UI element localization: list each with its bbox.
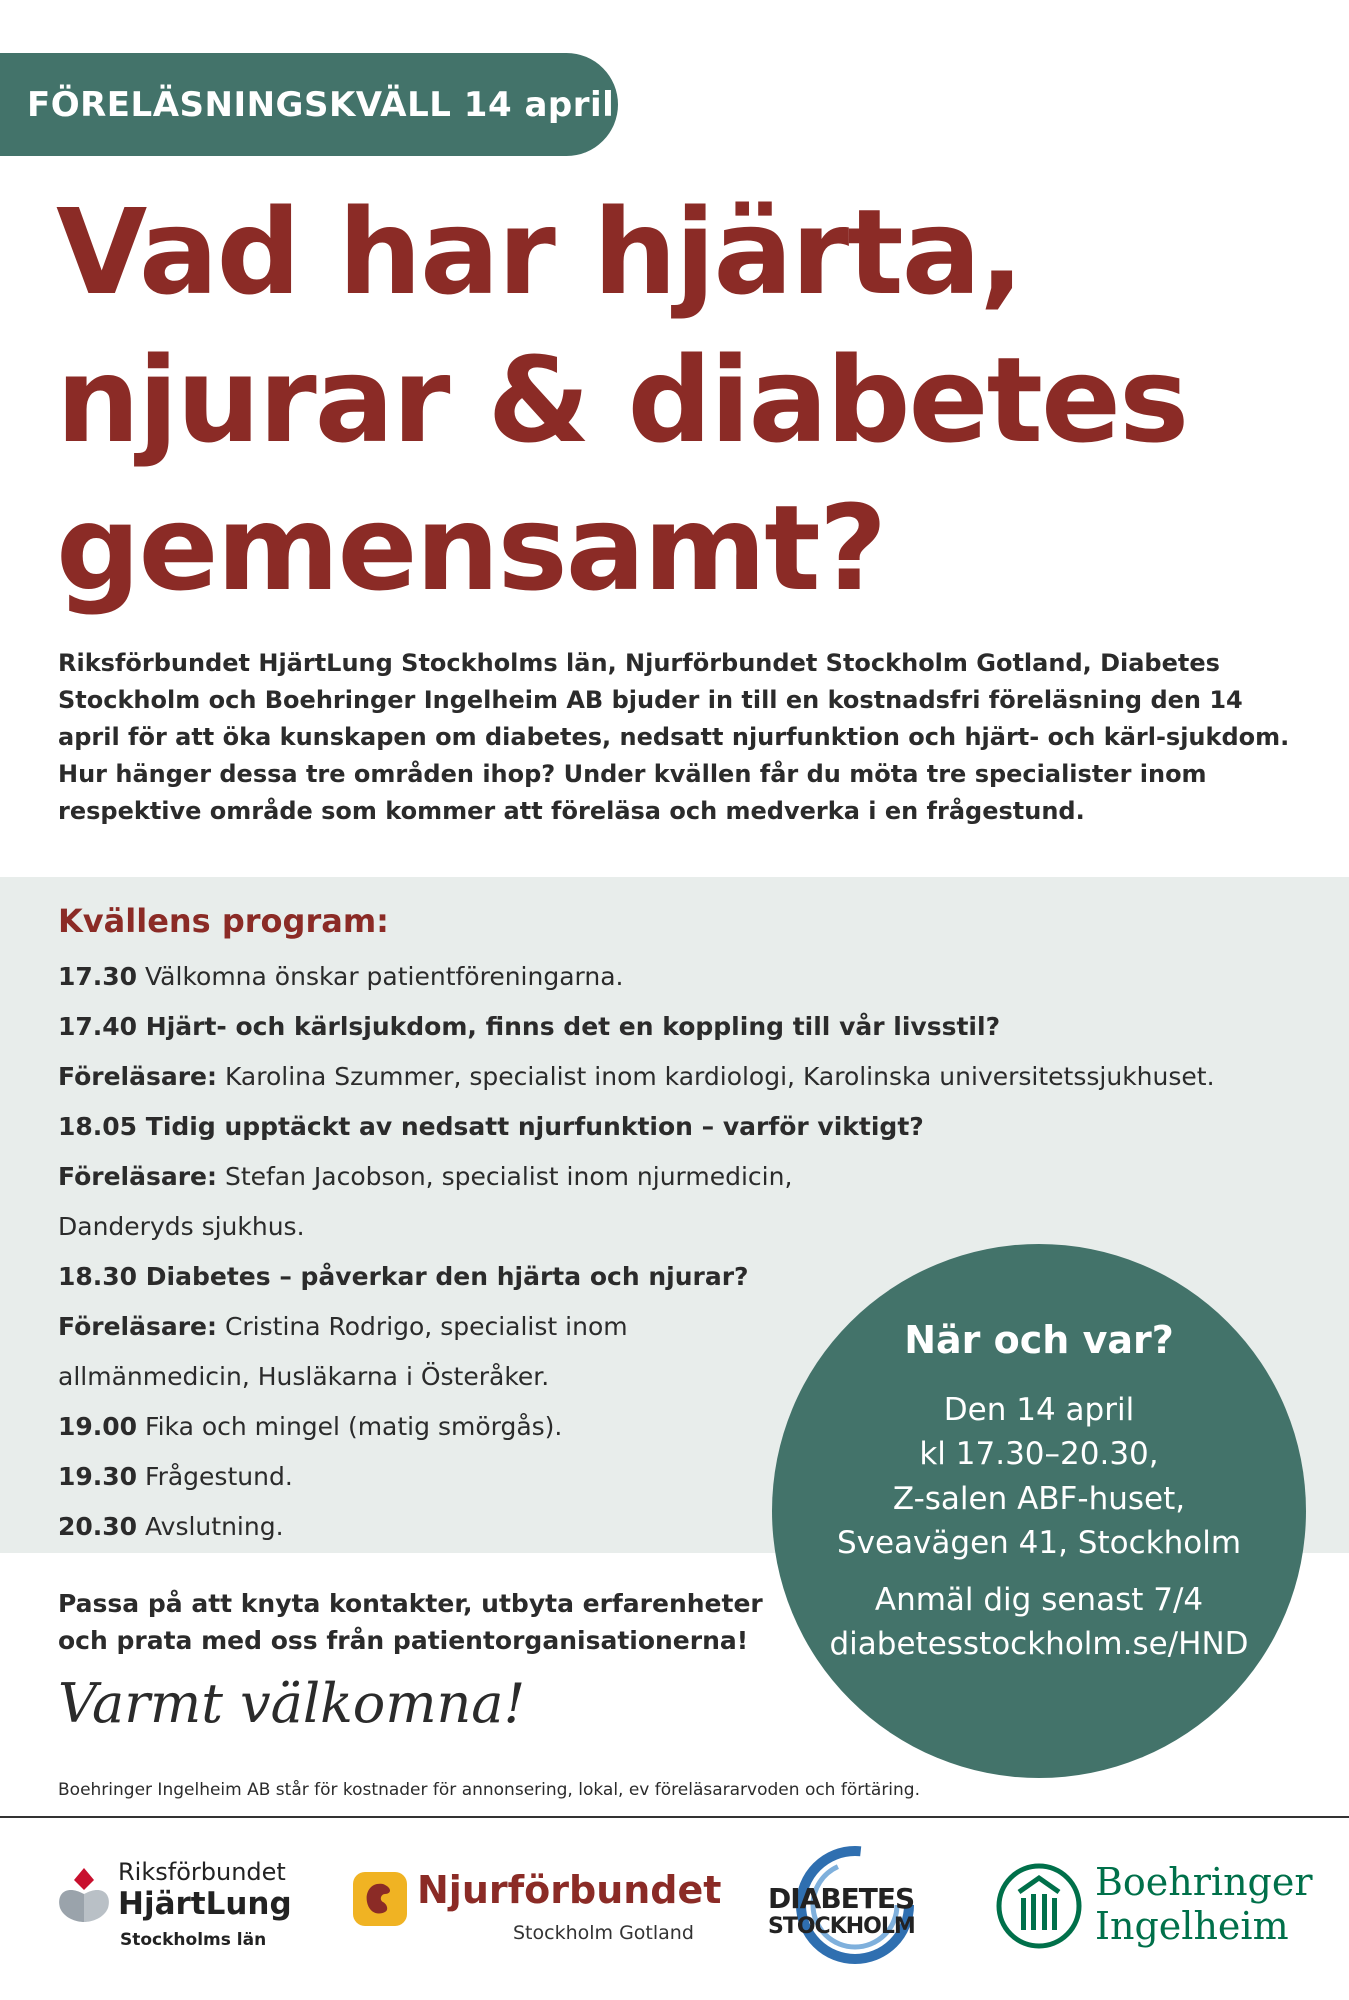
event-venue: Z-salen ABF-huset, bbox=[892, 1481, 1186, 1517]
when-where-circle bbox=[772, 1244, 1306, 1778]
program-line-text: Frågestund. bbox=[137, 1462, 293, 1491]
njur-line-1: Njurförbundet bbox=[417, 1868, 722, 1912]
program-line-text: Avslutning. bbox=[137, 1512, 284, 1541]
event-date: Den 14 april bbox=[943, 1392, 1135, 1428]
program-line-text: Fika och mingel (matig smörgås). bbox=[137, 1412, 563, 1441]
njurforbundet-logo bbox=[353, 1868, 722, 1950]
register-deadline: Anmäl dig senast 7/4 bbox=[874, 1582, 1204, 1618]
program-line-bold: 19.30 bbox=[58, 1462, 138, 1491]
program-line bbox=[58, 1052, 1298, 1102]
program-line-bold: 18.30 Diabetes – påverkar den hjärta och njurar? bbox=[58, 1262, 749, 1291]
intro-paragraph: Riksförbundet HjärtLung Stockholms län, Njurförbundet Stockholm Gotland, Diabetes Stockholm och Boehringer Ingelheim AB bjuder in till en kostnadsfri föreläsning den 14 april för att öka kunskapen om diabetes, nedsatt njurfunktion och hjärt- och kärl-sjukdom. Hur hänger dessa tre områden ihop? Under kvällen får du möta tre specialister inom respektive område som kommer att föreläsa och medverka i en frågestund. bbox=[58, 649, 1290, 825]
program-title: Kvällens program: bbox=[58, 902, 389, 940]
diabetes-stockholm-logo bbox=[760, 1840, 950, 1970]
networking-text: Passa på att knyta kontakter, utbyta erfarenheter och prata med oss från patientorganisationerna! bbox=[58, 1589, 763, 1655]
footer-divider bbox=[0, 1816, 1349, 1818]
program-line-text: allmänmedicin, Husläkarna i Österåker. bbox=[58, 1362, 550, 1391]
headline-line-1: Vad har hjärta, bbox=[56, 183, 1023, 321]
kidney-icon bbox=[353, 1872, 407, 1926]
program-line-text: Danderyds sjukhus. bbox=[58, 1212, 305, 1241]
program-line-bold: 18.05 Tidig upptäckt av nedsatt njurfunktion – varför viktigt? bbox=[58, 1112, 924, 1141]
boehringer-logo bbox=[995, 1858, 1313, 1958]
program-line-bold: 20.30 bbox=[58, 1512, 138, 1541]
program-line bbox=[58, 1002, 1298, 1052]
boehringer-line-1: Boehringer bbox=[1095, 1860, 1313, 1904]
event-banner-label: FÖRELÄSNINGSKVÄLL 14 april bbox=[27, 84, 615, 125]
event-address: Sveavägen 41, Stockholm bbox=[836, 1525, 1242, 1561]
program-line bbox=[58, 1102, 1298, 1152]
hjartlung-line-3: Stockholms län bbox=[120, 1930, 267, 1950]
program-line-text: Välkomna önskar patientföreningarna. bbox=[137, 962, 624, 991]
program-line bbox=[58, 1152, 1298, 1202]
hjartlung-line-1: Riksförbundet bbox=[118, 1858, 286, 1886]
program-line-bold: Föreläsare: bbox=[58, 1062, 217, 1091]
headline-line-3: gemensamt? bbox=[56, 479, 886, 617]
program-line bbox=[58, 1202, 1298, 1252]
program-line-text: Cristina Rodrigo, specialist inom bbox=[217, 1312, 628, 1341]
event-banner bbox=[0, 53, 618, 156]
program-line-bold: 17.40 Hjärt- och kärlsjukdom, finns det en koppling till vår livsstil? bbox=[58, 1012, 1001, 1041]
boehringer-building-icon bbox=[995, 1862, 1083, 1950]
diabetes-line-1: DIABETES bbox=[768, 1882, 915, 1915]
boehringer-line-2: Ingelheim bbox=[1095, 1904, 1289, 1948]
diabetes-line-2: STOCKHOLM bbox=[768, 1914, 915, 1939]
program-line-text: Karolina Szummer, specialist inom kardiologi, Karolinska universitetssjukhuset. bbox=[217, 1062, 1215, 1091]
headline-line-2: njurar & diabetes bbox=[56, 331, 1188, 469]
program-line-bold: 17.30 bbox=[58, 962, 138, 991]
program-line bbox=[58, 952, 1298, 1002]
heart-lung-icon bbox=[56, 1864, 112, 1926]
program-line-bold: Föreläsare: bbox=[58, 1312, 217, 1341]
program-line-bold: 19.00 bbox=[58, 1412, 138, 1441]
program-line-bold: Föreläsare: bbox=[58, 1162, 217, 1191]
hjartlung-line-2: HjärtLung bbox=[118, 1886, 292, 1922]
hjartlung-logo bbox=[56, 1858, 306, 1958]
register-link[interactable]: diabetesstockholm.se/HND bbox=[829, 1626, 1249, 1662]
when-where-title: När och var? bbox=[904, 1318, 1174, 1362]
welcome-script: Varmt välkomna! bbox=[58, 1672, 526, 1735]
program-line-text: Stefan Jacobson, specialist inom njurmedicin, bbox=[217, 1162, 793, 1191]
event-time: kl 17.30–20.30, bbox=[919, 1436, 1159, 1472]
njur-line-2: Stockholm Gotland bbox=[513, 1922, 694, 1944]
sponsor-footnote: Boehringer Ingelheim AB står för kostnader för annonsering, lokal, ev föreläsararvoden och förtäring. bbox=[58, 1780, 921, 1800]
headline bbox=[56, 178, 1316, 622]
